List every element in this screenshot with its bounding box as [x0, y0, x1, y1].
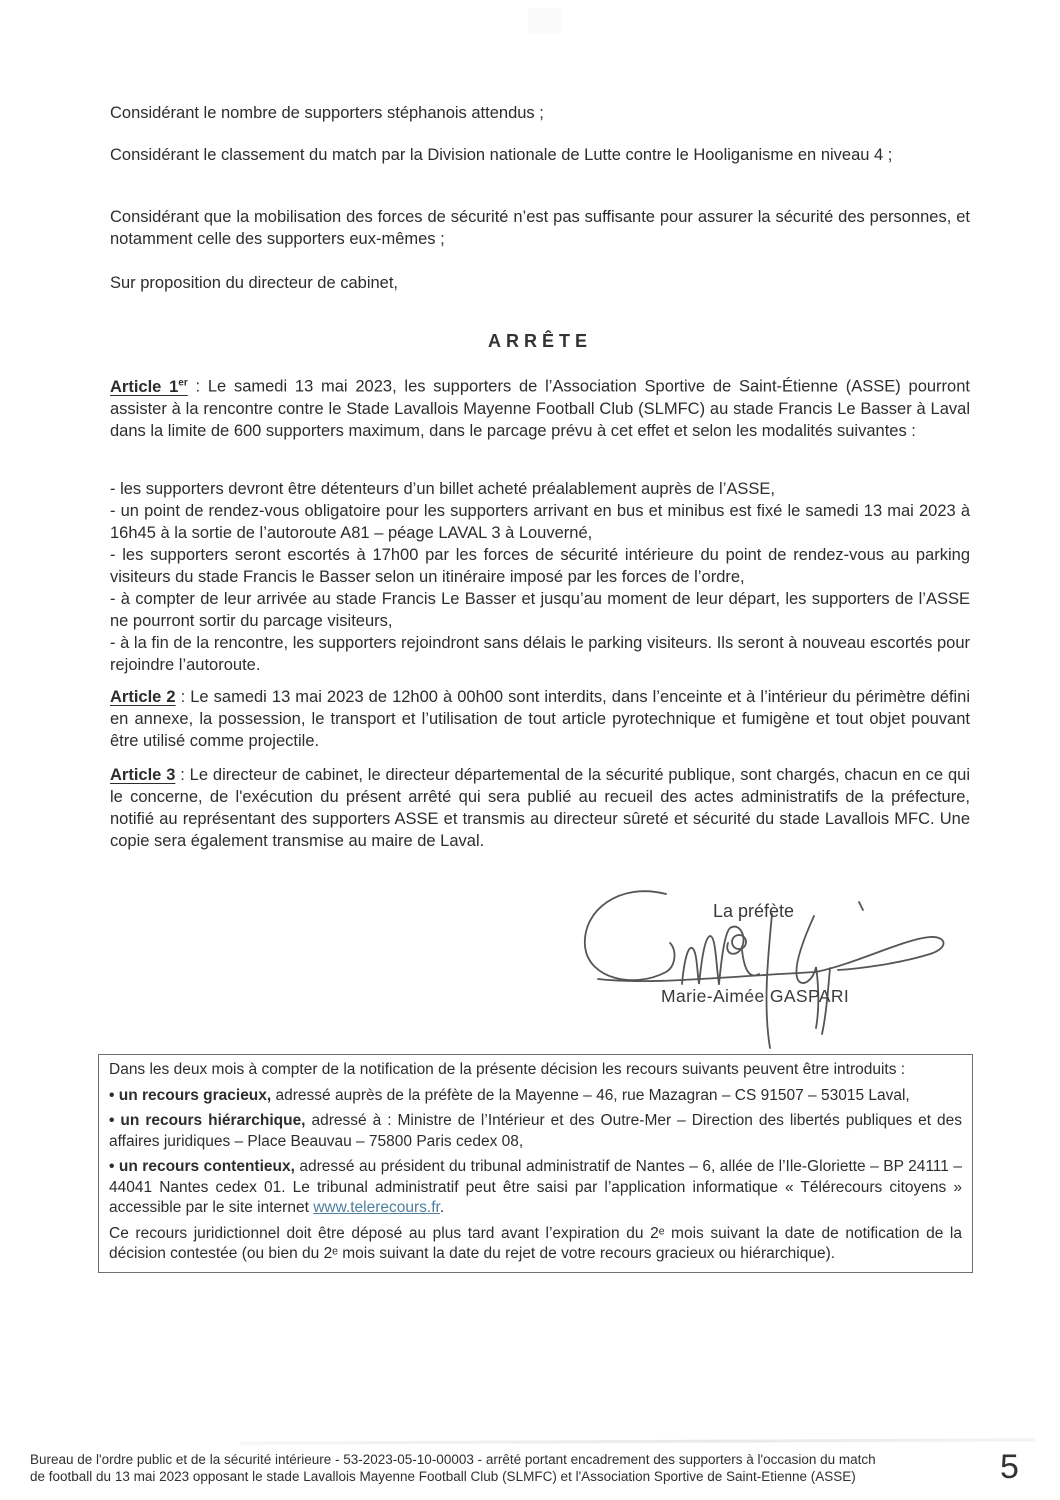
considerant-1: Considérant le nombre de supporters stéphanois attendus ;: [110, 104, 544, 122]
page-number: 5: [1000, 1448, 1019, 1486]
modalite-item-1: - les supporters devront être détenteurs d’un billet acheté préalablement auprès de l’ASSE,: [110, 480, 775, 498]
recours-hierarchique: [109, 1111, 962, 1152]
article-2: [110, 686, 970, 752]
article-3: [110, 764, 970, 852]
modalite-item-3: - les supporters seront escortés à 17h00 par les forces de sécurité intérieure du point de rendez-vous au parking visiteurs du stade Francis le Basser selon un itinéraire imposé par les forces de l’ordre,: [110, 546, 970, 586]
recours-contentieux-after: .: [439, 1199, 445, 1216]
footer-reference: Bureau de l'ordre public et de la sécurité intérieure - 53-2023-05-10-00003 - arrêté portant encadrement des supporters à l'occasion du match de football du 13 mai 2023 opposant le stade Lavallois Mayenne Football Club (SLMFC) et l'Association Sportive de Saint-Etienne (ASSE): [30, 1452, 876, 1484]
article-2-text: : Le samedi 13 mai 2023 de 12h00 à 00h00 sont interdits, dans l’enceinte et à l’intérieur du périmètre défini en annexe, la possession, le transport et l’utilisation de tout article pyrotechnique et fumigène et tout objet pouvant être utilisé comme projectile.: [110, 688, 970, 750]
modalite-item-5: - à la fin de la rencontre, les supporters rejoindront sans délais le parking visiteurs. Ils seront à nouveau escortés pour rejoindre l’autoroute.: [110, 634, 970, 674]
recours-box: [98, 1054, 973, 1273]
article-1: [110, 372, 970, 442]
recours-gracieux: [109, 1086, 962, 1107]
signature-name: Marie-Aimée GASPARI: [661, 986, 850, 1006]
article-3-text: : Le directeur de cabinet, le directeur départemental de la sécurité publique, sont chargés, chacun en ce qui le concerne, de l'exécution du présent arrêté qui sera publié au recueil des actes administratifs de la préfecture, notifié au représentant des supporters ASSE et transmis au directeur sûreté et sécurité du stade Lavallois MFC. Une copie sera également transmise au maire de Laval.: [110, 766, 970, 850]
recours-contentieux-text: adressé au président du tribunal administratif de Nantes – 6, allée de l’Ile-Gloriette – BP 24111 – 44041 Nantes cedex 01. Le tribunal administratif peut être saisi par l’application informatique « Télérecours citoyens » accessible par le site internet: [109, 1158, 962, 1216]
recours-outro: Ce recours juridictionnel doit être déposé au plus tard avant l’expiration du 2ᵉ mois suivant la date de notification de la décision contestée (ou bien du 2ᵉ mois suivant la date du rejet de votre recours gracieux ou hiérarchique).: [109, 1224, 962, 1262]
recours-gracieux-text: adressé auprès de la préfète de la Mayenne – 46, rue Mazagran – CS 91507 – 53015 Laval,: [271, 1086, 910, 1104]
modalites-list: [110, 478, 970, 676]
article-1-text: : Le samedi 13 mai 2023, les supporters de l’Association Sportive de Saint-Étienne (ASSE) pourront assister à la rencontre contre le Stade Lavallois Mayenne Football Club (SLMFC) au stade Francis Le Basser à Laval dans la limite de 600 supporters maximum, dans le parcage prévu à cet effet et selon les modalités suivantes :: [110, 377, 970, 440]
modalite-item-4: - à compter de leur arrivée au stade Francis Le Basser et jusqu’au moment de leur départ, les supporters de l’ASSE ne pourront sortir du parcage visiteurs,: [110, 590, 970, 630]
recours-intro: Dans les deux mois à compter de la notification de la présente décision les recours suivants peuvent être introduits :: [109, 1061, 906, 1078]
article-1-sup: er: [178, 377, 188, 388]
recours-hierarchique-label: • un recours hiérarchique,: [109, 1112, 306, 1129]
article-1-label: Article 1er: [110, 377, 188, 396]
recours-hierarchique-text: adressé à : Ministre de l’Intérieur et des Outre-Mer – Direction des libertés publiques et des affaires juridiques – Place Beauvau – 75800 Paris cedex 08,: [109, 1112, 962, 1150]
arrete-heading: ARRÊTE: [487, 331, 592, 351]
recours-contentieux: [109, 1157, 962, 1219]
modalite-item-2: - un point de rendez-vous obligatoire pour les supporters arrivant en bus et minibus est fixé le samedi 13 mai 2023 à 16h45 à la sortie de l’autoroute A81 – péage LAVAL 3 à Louverné,: [110, 502, 970, 542]
telerecours-link[interactable]: www.telerecours.fr: [313, 1199, 440, 1216]
article-2-label: Article 2: [110, 688, 176, 706]
recours-gracieux-label: • un recours gracieux,: [109, 1086, 272, 1104]
article-3-label: Article 3: [110, 766, 176, 784]
sur-proposition: Sur proposition du directeur de cabinet,: [110, 274, 399, 292]
scan-streak: [240, 1438, 1035, 1444]
considerant-2: Considérant le classement du match par la Division nationale de Lutte contre le Hooliganisme en niveau 4 ;: [110, 146, 893, 164]
recours-contentieux-label: • un recours contentieux,: [109, 1158, 295, 1175]
considerant-3: Considérant que la mobilisation des forces de sécurité n’est pas suffisante pour assurer la sécurité des personnes, et notamment celle des supporters eux-mêmes ;: [110, 208, 970, 248]
scan-smudge: [528, 8, 562, 34]
signature-title: La préfète: [713, 901, 795, 921]
